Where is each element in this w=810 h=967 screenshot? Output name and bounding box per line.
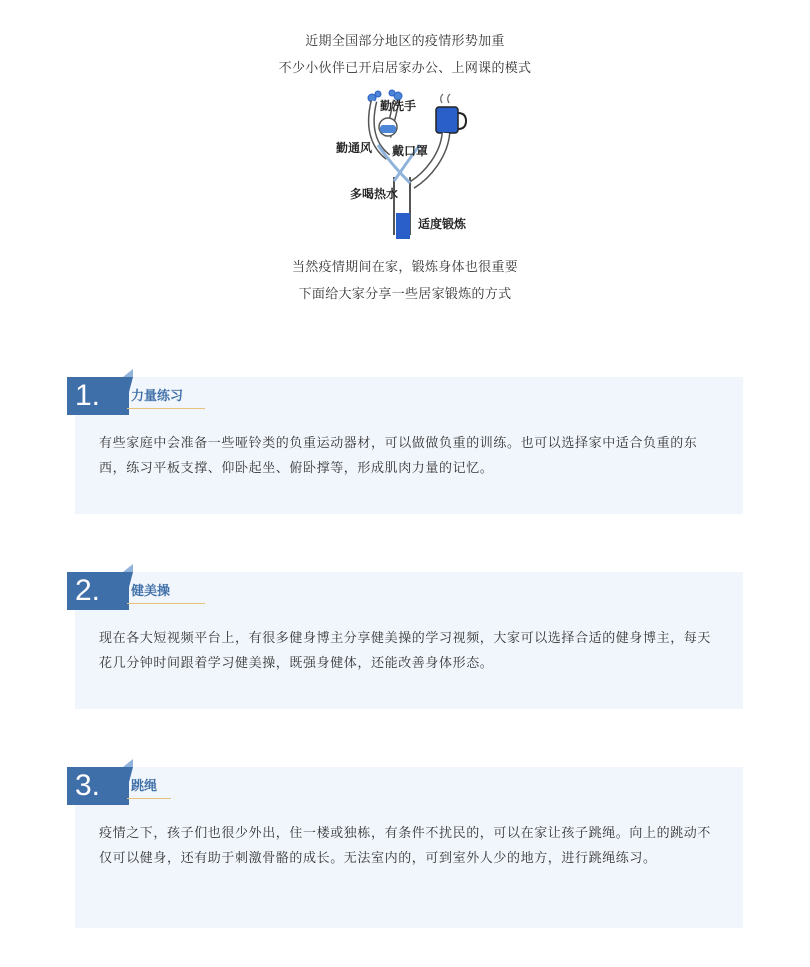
section-card-1 bbox=[75, 377, 743, 514]
section-title: 健美操 bbox=[131, 584, 171, 599]
section-text: 现在各大短视频平台上，有很多健身博主分享健美操的学习视频，大家可以选择合适的健身博主，每天花几分钟时间跟着学习健美操，既强身健体，还能改善身体形态。 bbox=[99, 631, 712, 671]
label-exercise: 适度锻炼 bbox=[418, 217, 467, 231]
title-underline bbox=[127, 798, 171, 799]
title-underline bbox=[127, 408, 205, 409]
label-ventilate: 勤通风 bbox=[336, 141, 373, 155]
badge-notch bbox=[123, 369, 133, 377]
title-underline bbox=[127, 603, 205, 604]
section-number-badge: 2. bbox=[67, 572, 129, 610]
badge-notch bbox=[123, 759, 133, 767]
intro-line-3: 当然疫情期间在家，锻炼身体也很重要 bbox=[291, 260, 519, 275]
section-title: 跳绳 bbox=[131, 779, 158, 794]
intro-line-2: 不少小伙伴已开启居家办公、上网课的模式 bbox=[278, 61, 532, 76]
section-title: 力量练习 bbox=[131, 389, 184, 404]
section-card-2 bbox=[75, 572, 743, 709]
section-card-3 bbox=[75, 767, 743, 928]
hygiene-illustration bbox=[328, 85, 488, 245]
section-text: 疫情之下，孩子们也很少外出，住一楼或独栋，有条件不扰民的，可以在家让孩子跳绳。向上的跳动不仅可以健身，还有助于刺激骨骼的成长。无法室内的，可到室外人少的地方，进行跳绳练习。 bbox=[99, 826, 712, 866]
label-drink-water: 多喝热水 bbox=[350, 187, 399, 201]
intro-line-4: 下面给大家分享一些居家锻炼的方式 bbox=[298, 287, 512, 302]
label-wash-hands: 勤洗手 bbox=[380, 99, 417, 113]
section-text: 有些家庭中会准备一些哑铃类的负重运动器材，可以做做负重的训练。也可以选择家中适合负重的东西，练习平板支撑、仰卧起坐、俯卧撑等，形成肌肉力量的记忆。 bbox=[99, 436, 698, 476]
section-number-badge: 1. bbox=[67, 377, 129, 415]
intro-line-1: 近期全国部分地区的疫情形势加重 bbox=[305, 34, 505, 49]
section-number-badge: 3. bbox=[67, 767, 129, 805]
badge-notch bbox=[123, 564, 133, 572]
label-wear-mask: 戴口罩 bbox=[392, 144, 429, 158]
